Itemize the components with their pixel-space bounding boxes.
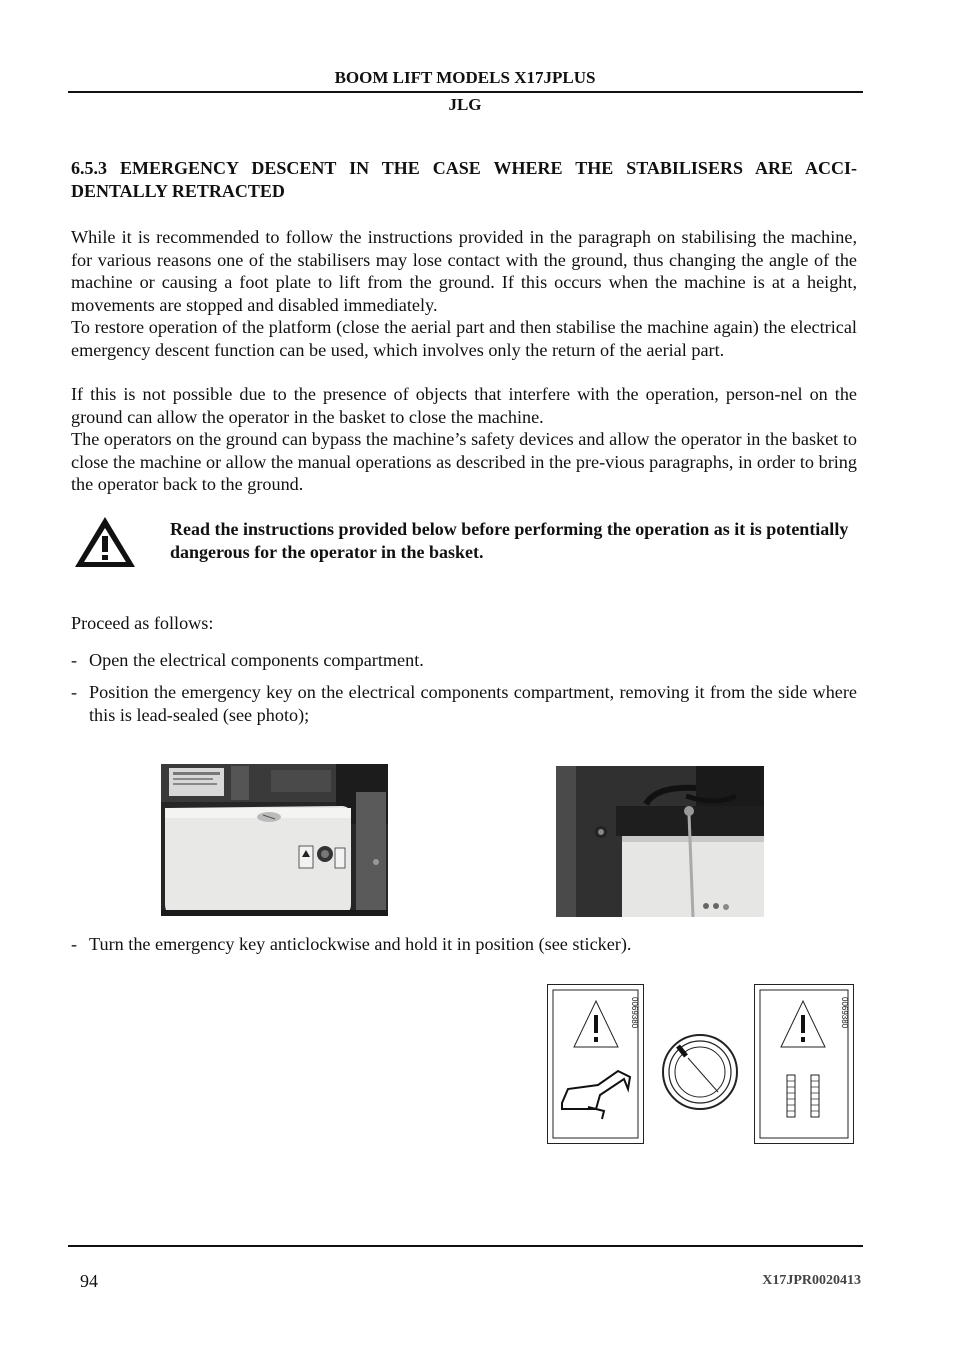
paragraph-3: If this is not possible due to the presence of objects that interfere with the operation, person-nel on the ground can allow the operator in the basket to close the machine. xyxy=(71,384,857,427)
bypass-sticker xyxy=(754,984,854,1144)
paragraph-4: The operators on the ground can bypass the machine’s safety devices and allow the operator in the basket to close the machine or allow the manual operations as described in the pre-vious paragraphs, in order to bring the operator back to the ground. xyxy=(71,429,857,494)
header-rule xyxy=(68,91,863,93)
sticker-code: 0069380 xyxy=(630,997,639,1029)
paragraph-2: To restore operation of the platform (close the aerial part and then stabilise the machine again) the electrical emergency descent function can be used, which involves only the return of the aerial part. xyxy=(71,317,857,360)
compartment-photo xyxy=(161,764,388,916)
page-number: 94 xyxy=(80,1271,98,1291)
list-item-text: Open the electrical components compartment. xyxy=(89,650,424,670)
list-dash: - xyxy=(71,650,78,670)
header-title: BOOM LIFT MODELS X17JPLUS xyxy=(334,68,596,87)
footer-rule xyxy=(68,1245,863,1247)
warning-triangle-icon xyxy=(72,514,138,570)
boom-descent-sticker xyxy=(547,984,644,1144)
section-title: 6.5.3 EMERGENCY DESCENT IN THE CASE WHERE THE STABILISERS ARE ACCI-DENTALLY RETRACTED xyxy=(71,158,857,201)
header-subtitle: JLG xyxy=(448,95,482,114)
sticker-code: 0069380 xyxy=(840,997,849,1029)
battery-photo xyxy=(556,766,764,917)
list-dash: - xyxy=(71,934,78,954)
list-item-text: Turn the emergency key anticlockwise and hold it in position (see sticker). xyxy=(89,934,632,954)
list-item xyxy=(71,649,857,672)
list-item xyxy=(71,681,857,726)
list-item-text: Position the emergency key on the electrical components compartment, removing it from the side where this is lead-sealed (see photo); xyxy=(89,682,857,725)
proceed-text: Proceed as follows: xyxy=(71,613,214,633)
list-item xyxy=(71,933,857,956)
list-dash: - xyxy=(71,682,78,702)
document-code: X17JPR0020413 xyxy=(762,1273,861,1288)
paragraph-1: While it is recommended to follow the instructions provided in the paragraph on stabilising the machine, for various reasons one of the stabilisers may lose contact with the ground, thus changing the angle of the machine or causing a foot plate to lift from the ground. If this occurs when the machine is at a height, movements are stopped and disabled immediately. xyxy=(71,227,857,315)
warning-text: Read the instructions provided below before performing the operation as it is potentially dangerous for the operator in the basket. xyxy=(170,519,849,562)
emergency-key-dial-icon xyxy=(660,1032,740,1112)
